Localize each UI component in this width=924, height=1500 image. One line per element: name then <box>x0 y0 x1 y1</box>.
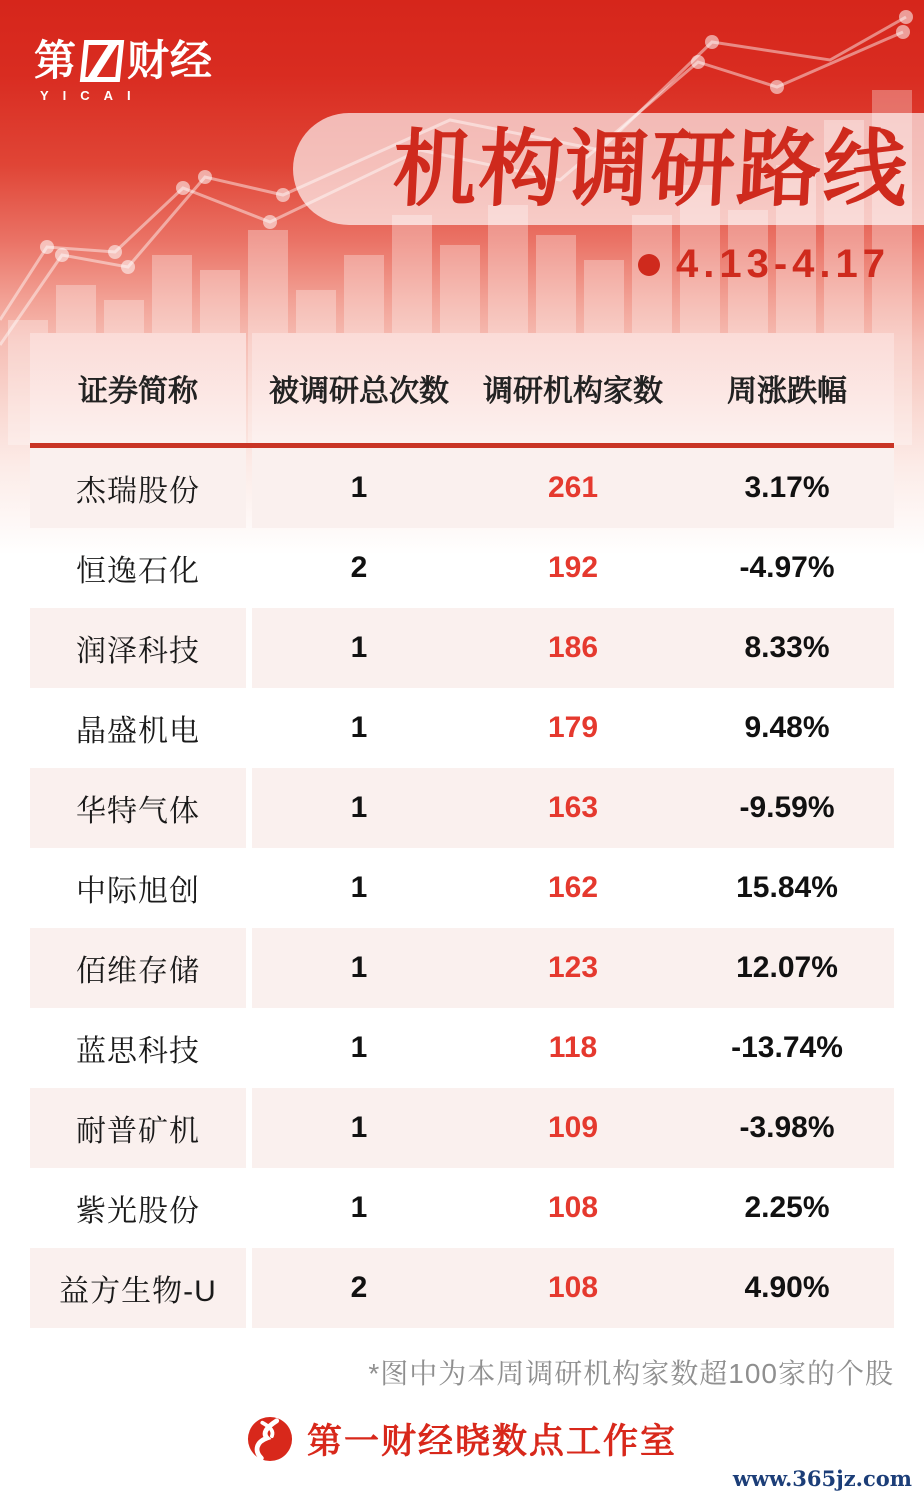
stock-name-cell <box>30 848 246 928</box>
weekly-change-value: -9.59% <box>739 791 835 824</box>
survey-times-value: 1 <box>350 1191 368 1224</box>
table-row <box>30 608 894 688</box>
row-values <box>252 1008 894 1088</box>
table-row <box>30 768 894 848</box>
weekly-change-value: -13.74% <box>731 1031 843 1064</box>
date-range: 4.13-4.17 <box>675 242 890 286</box>
header-org-count-label: 调研机构家数 <box>483 375 663 408</box>
weekly-change-value: 8.33% <box>744 631 830 664</box>
row-values <box>252 608 894 688</box>
header-weekly-change <box>680 333 894 443</box>
table-row <box>30 1008 894 1088</box>
survey-times-value: 1 <box>350 791 368 824</box>
row-values <box>252 528 894 608</box>
row-values <box>252 448 894 528</box>
date-range-row <box>638 242 890 287</box>
stock-name: 杰瑞股份 <box>76 475 200 508</box>
header-survey-times-label: 被调研总次数 <box>269 375 449 408</box>
header-survey-times <box>252 333 466 443</box>
table-row <box>30 1168 894 1248</box>
stock-name: 蓝思科技 <box>76 1035 200 1068</box>
stock-name: 紫光股份 <box>76 1195 200 1228</box>
org-count-value: 123 <box>547 951 599 984</box>
weekly-change-value: 9.48% <box>744 711 830 744</box>
survey-times-value: 2 <box>350 1271 368 1304</box>
page-title: 机构调研路线 <box>390 122 912 216</box>
org-count-value: 186 <box>547 631 599 664</box>
yicai-logo-char-2: 财经 <box>127 37 214 84</box>
stock-name: 中际旭创 <box>76 875 200 908</box>
org-count-value: 109 <box>547 1111 599 1144</box>
stock-name: 华特气体 <box>76 795 200 828</box>
table-row <box>30 928 894 1008</box>
stock-name-cell <box>30 448 246 528</box>
org-count-value: 179 <box>547 711 599 744</box>
row-values <box>252 768 894 848</box>
table-row <box>30 528 894 608</box>
org-count-value: 118 <box>548 1031 598 1064</box>
weekly-change-value: -3.98% <box>739 1111 835 1144</box>
table-body <box>30 448 894 1328</box>
stock-name: 耐普矿机 <box>76 1115 200 1148</box>
header-value-columns <box>252 333 894 443</box>
weekly-change-value: 15.84% <box>736 871 838 904</box>
stock-name-cell <box>30 768 246 848</box>
weekly-change-value: 12.07% <box>736 951 838 984</box>
org-count-value: 162 <box>547 871 599 904</box>
research-table <box>30 333 894 1328</box>
stock-name: 益方生物-U <box>59 1275 217 1308</box>
stock-name-cell <box>30 608 246 688</box>
stock-name-cell <box>30 1248 246 1328</box>
survey-times-value: 1 <box>350 711 368 744</box>
row-values <box>252 1088 894 1168</box>
yicai-logo-text <box>34 37 214 84</box>
survey-times-value: 1 <box>350 471 368 504</box>
table-row <box>30 1248 894 1328</box>
stock-name: 晶盛机电 <box>76 715 200 748</box>
stock-name: 佰维存储 <box>76 955 200 988</box>
survey-times-value: 1 <box>350 1031 368 1064</box>
stock-name: 润泽科技 <box>76 635 200 668</box>
survey-times-value: 1 <box>350 631 368 664</box>
studio-logo-icon <box>247 1416 293 1462</box>
bullet-dot-icon <box>638 254 660 276</box>
stock-name-cell <box>30 1168 246 1248</box>
table-header-row <box>30 333 894 443</box>
studio-footer <box>0 1414 924 1464</box>
yicai-logo <box>34 37 214 103</box>
table-row <box>30 1088 894 1168</box>
row-values <box>252 928 894 1008</box>
weekly-change-value: 4.90% <box>744 1271 830 1304</box>
weekly-change-value: 2.25% <box>744 1191 830 1224</box>
stock-name-cell <box>30 928 246 1008</box>
row-values <box>252 1168 894 1248</box>
survey-times-value: 1 <box>350 951 368 984</box>
table-row <box>30 448 894 528</box>
row-values <box>252 848 894 928</box>
table-row <box>30 848 894 928</box>
org-count-value: 192 <box>547 551 599 584</box>
survey-times-value: 1 <box>350 871 368 904</box>
studio-name: 第一财经晓数点工作室 <box>306 1422 677 1461</box>
row-values <box>252 688 894 768</box>
yicai-logo-char-1: 第 <box>34 37 78 84</box>
header-stock-name <box>30 333 246 443</box>
header-weekly-change-label: 周涨跌幅 <box>727 375 847 408</box>
header-org-count <box>466 333 680 443</box>
stock-name-cell <box>30 528 246 608</box>
org-count-value: 261 <box>547 471 599 504</box>
yicai-logo-box-icon <box>80 40 124 82</box>
survey-times-value: 2 <box>350 551 368 584</box>
stock-name-cell <box>30 1008 246 1088</box>
table-row <box>30 688 894 768</box>
header-stock-name-label: 证券简称 <box>78 375 198 408</box>
org-count-value: 108 <box>547 1191 599 1224</box>
watermark-url: www.365jz.com <box>732 1466 912 1491</box>
org-count-value: 108 <box>547 1271 599 1304</box>
yicai-logo-subtitle: YICAI <box>40 88 145 103</box>
weekly-change-value: -4.97% <box>739 551 835 584</box>
stock-name-cell <box>30 1088 246 1168</box>
org-count-value: 163 <box>547 791 599 824</box>
stock-name-cell <box>30 688 246 768</box>
stock-name: 恒逸石化 <box>76 555 200 588</box>
survey-times-value: 1 <box>350 1111 368 1144</box>
footnote: *图中为本周调研机构家数超100家的个股 <box>368 1358 894 1389</box>
row-values <box>252 1248 894 1328</box>
weekly-change-value: 3.17% <box>744 471 830 504</box>
